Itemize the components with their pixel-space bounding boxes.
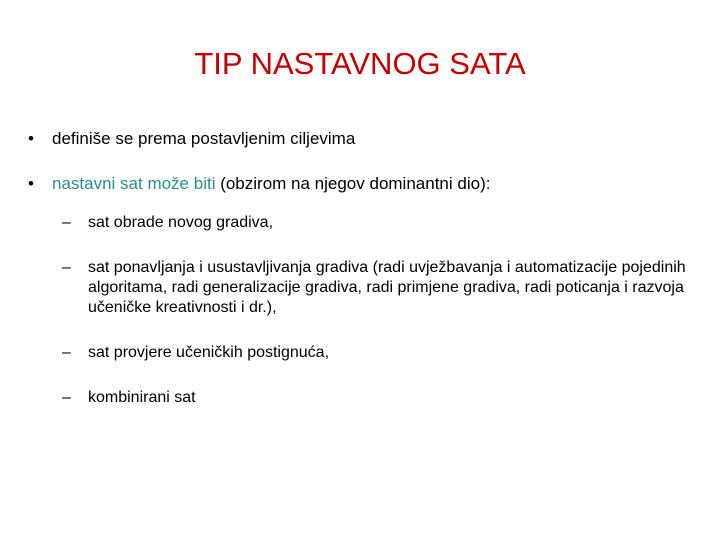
sub-marker: – [62, 389, 71, 406]
bullet-accent-text: nastavni sat može biti [52, 174, 216, 193]
sub-marker: – [62, 259, 71, 276]
sub-item [58, 388, 698, 408]
sub-marker: – [62, 214, 71, 231]
sub-item [58, 343, 698, 363]
sub-text: kombinirani sat [88, 389, 196, 406]
slide-title: TIP NASTAVNOG SATA [194, 46, 526, 81]
bullet-text: (obzirom na njegov dominantni dio): [215, 174, 491, 193]
sub-text: sat obrade novog gradiva, [88, 214, 274, 231]
bullet-marker: • [28, 174, 34, 193]
sub-marker: – [62, 344, 71, 361]
bullet-item [24, 173, 696, 408]
sub-text: sat ponavljanja i usustavljivanja gradiva (radi uvježbavanja i automatizacije pojedinih algoritama, radi generalizacije gradiva, radi primjene gradiva, radi poticanja i razvoja učeničke kreativnosti i dr.), [88, 259, 686, 316]
sub-list [52, 213, 696, 408]
bullet-text: definiše se prema postavljenim ciljevima [52, 129, 356, 148]
bullet-list [24, 128, 696, 433]
sub-item [58, 258, 698, 318]
sub-item [58, 213, 698, 233]
bullet-item [24, 128, 696, 150]
sub-text: sat provjere učeničkih postignuća, [88, 344, 330, 361]
bullet-marker: • [28, 129, 34, 148]
